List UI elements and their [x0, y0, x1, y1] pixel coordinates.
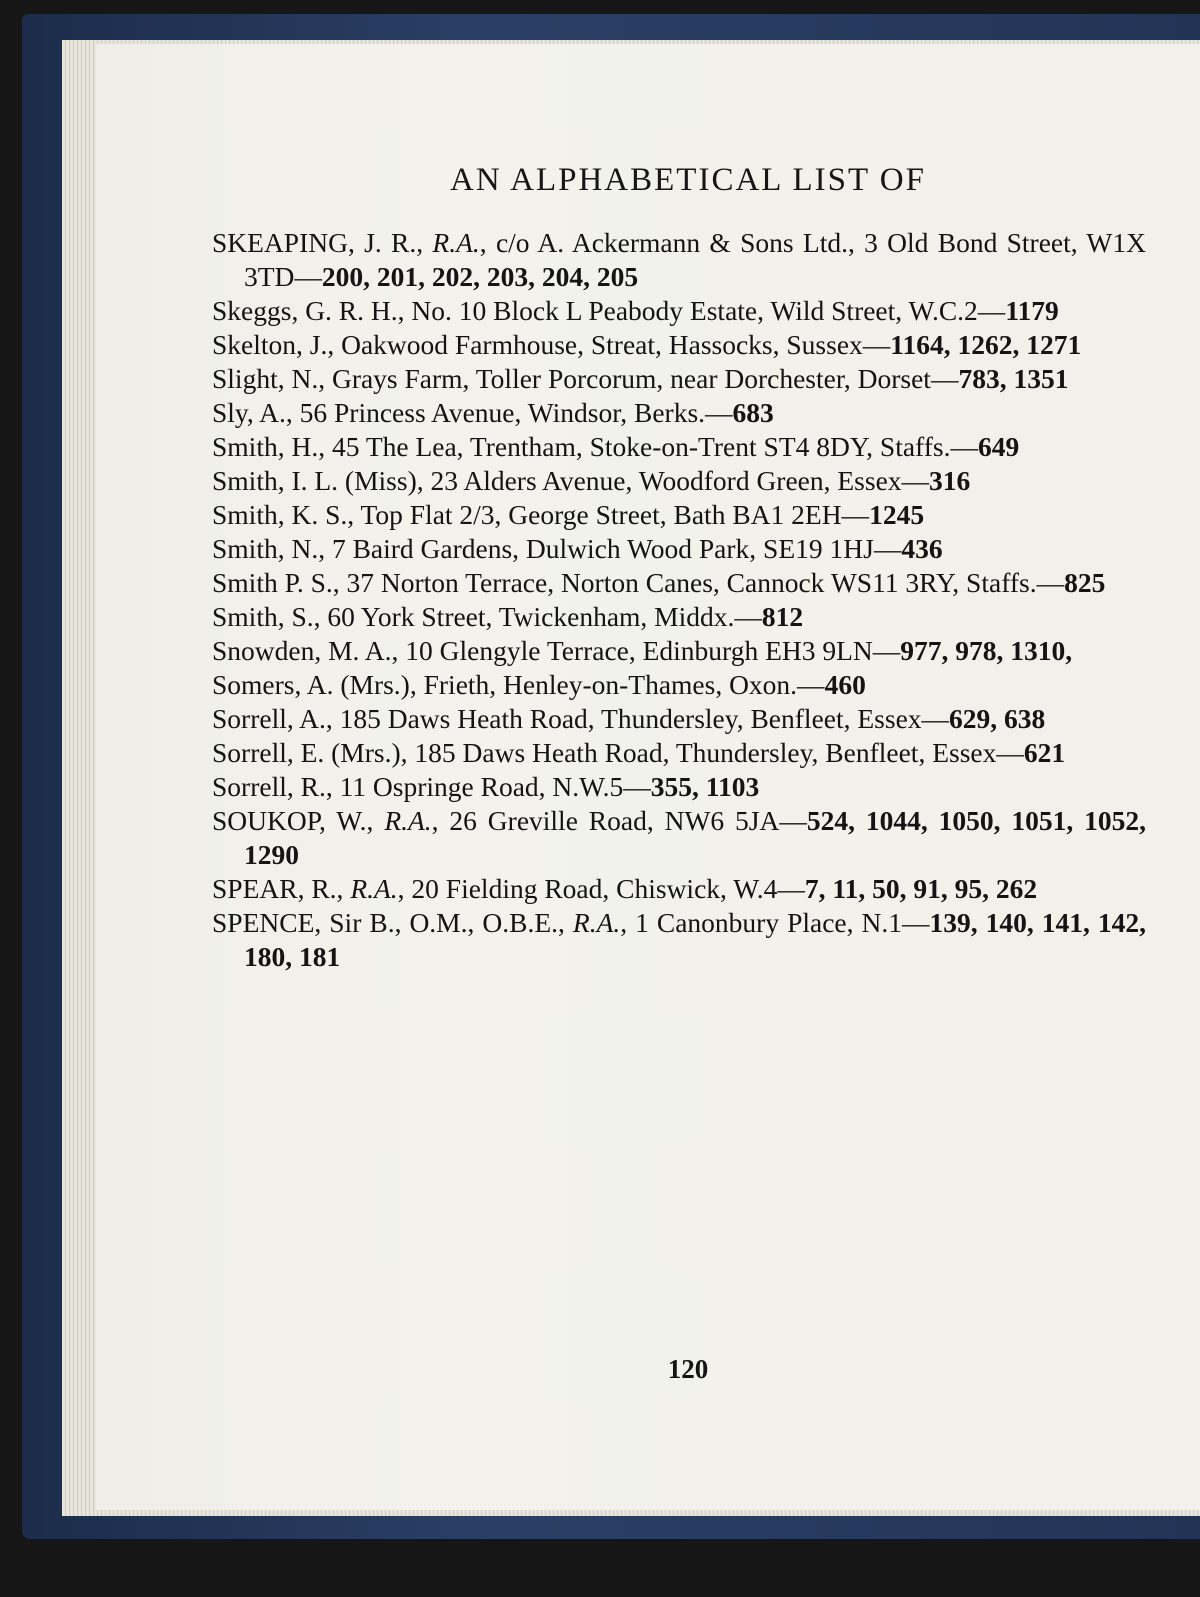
- list-item: [212, 430, 1146, 464]
- entry-address: 185 Daws Heath Road, Thundersley, Benfleet, Essex—: [339, 703, 950, 734]
- entry-address: 10 Glengyle Terrace, Edinburgh EH3 9LN—: [405, 635, 901, 666]
- list-item: [212, 634, 1146, 668]
- entry-name: Somers, A. (Mrs.),: [212, 669, 424, 700]
- entry-address: , c/o A. Ackermann & Sons Ltd., 3 Old Bond Street, W1X 3TD—: [244, 227, 1146, 292]
- entry-title: R.A.: [572, 907, 621, 938]
- book-page: [96, 44, 1200, 1510]
- entry-numbers: 436: [901, 533, 943, 564]
- list-item: [212, 566, 1146, 600]
- entry-numbers: 977, 978, 1310,: [900, 635, 1073, 666]
- entry-address: 23 Alders Avenue, Woodford Green, Essex—: [430, 465, 930, 496]
- entry-title: R.A.: [350, 873, 398, 904]
- entry-name: SPENCE, Sir B., O.M., O.B.E.,: [212, 907, 573, 938]
- list-item: [212, 736, 1146, 770]
- entry-numbers: 1179: [1005, 295, 1059, 326]
- entry-name: Smith, I. L. (Miss),: [212, 465, 431, 496]
- entry-name: Sorrell, R.,: [212, 771, 340, 802]
- page-header: AN ALPHABETICAL LIST OF: [450, 162, 926, 198]
- list-item: [212, 294, 1146, 328]
- entry-name: Skelton, J.,: [212, 329, 342, 360]
- list-item: [212, 532, 1146, 566]
- entry-name: Snowden, M. A.,: [212, 635, 406, 666]
- list-item: [212, 498, 1146, 532]
- entry-name: Smith, S.,: [212, 601, 328, 632]
- list-item: [212, 770, 1146, 804]
- entry-numbers: 1164, 1262, 1271: [890, 329, 1082, 360]
- entry-name: SPEAR, R.,: [212, 873, 351, 904]
- entry-numbers: 649: [977, 431, 1020, 462]
- entry-numbers: 524, 1044, 1050, 1051, 1052, 1290: [244, 805, 1147, 870]
- entry-address: 11 Ospringe Road, N.W.5—: [339, 771, 651, 802]
- list-item: [212, 362, 1146, 396]
- entry-address: 56 Princess Avenue, Windsor, Berks.—: [299, 397, 733, 428]
- entry-numbers: 621: [1023, 737, 1066, 768]
- entry-numbers: 825: [1064, 567, 1106, 598]
- entry-numbers: 355, 1103: [650, 771, 760, 802]
- list-item: [212, 804, 1146, 872]
- list-item: [212, 396, 1146, 430]
- entry-address: Top Flat 2/3, George Street, Bath BA1 2EH—: [360, 499, 870, 530]
- list-item: [212, 226, 1146, 294]
- entry-numbers: 1245: [869, 499, 925, 530]
- entry-title: R.A.: [432, 227, 480, 258]
- list-item: [212, 668, 1146, 702]
- entry-name: Slight, N.,: [212, 363, 332, 394]
- entry-title: R.A.: [384, 805, 432, 836]
- list-item: [212, 702, 1146, 736]
- entry-name: Sly, A.,: [212, 397, 300, 428]
- entry-name: Sorrell, A.,: [212, 703, 340, 734]
- entry-numbers: 200, 201, 202, 203, 204, 205: [321, 261, 639, 292]
- entry-name: Skeggs, G. R. H.,: [212, 295, 412, 326]
- entry-numbers: 683: [732, 397, 774, 428]
- entry-address: , 1 Canonbury Place, N.1—: [620, 907, 930, 938]
- entry-numbers: 7, 11, 50, 91, 95, 262: [804, 873, 1038, 904]
- list-item: [212, 328, 1146, 362]
- entry-address: , 20 Fielding Road, Chiswick, W.4—: [397, 873, 805, 904]
- entry-name: Smith P. S.,: [212, 567, 347, 598]
- entry-address: 185 Daws Heath Road, Thundersley, Benfleet, Essex—: [414, 737, 1024, 768]
- list-item: [212, 464, 1146, 498]
- entry-name: Smith, H.,: [212, 431, 332, 462]
- entry-address: 7 Baird Gardens, Dulwich Wood Park, SE19 1HJ—: [331, 533, 902, 564]
- entry-numbers: 783, 1351: [958, 363, 1069, 394]
- entry-numbers: 629, 638: [949, 703, 1046, 734]
- entry-address: , 26 Greville Road, NW6 5JA—: [431, 805, 807, 836]
- entry-address: Grays Farm, Toller Porcorum, near Dorchester, Dorset—: [331, 363, 959, 394]
- entry-numbers: 812: [761, 601, 804, 632]
- page-number: 120: [667, 1354, 709, 1384]
- entry-name: SOUKOP, W.,: [212, 805, 385, 836]
- list-item: [212, 906, 1146, 974]
- entry-name: SKEAPING, J. R.,: [212, 227, 433, 258]
- entry-address: Oakwood Farmhouse, Streat, Hassocks, Sussex—: [341, 329, 891, 360]
- entry-address: No. 10 Block L Peabody Estate, Wild Street, W.C.2—: [411, 295, 1006, 326]
- entry-address: 37 Norton Terrace, Norton Canes, Cannock WS11 3RY, Staffs.—: [346, 567, 1065, 598]
- entry-name: Sorrell, E. (Mrs.),: [212, 737, 415, 768]
- entry-name: Smith, K. S.,: [212, 499, 361, 530]
- list-item: [212, 600, 1146, 634]
- entry-address: 45 The Lea, Trentham, Stoke-on-Trent ST4 8DY, Staffs.—: [331, 431, 978, 462]
- entry-list: [212, 226, 1146, 974]
- entry-address: Frieth, Henley-on-Thames, Oxon.—: [423, 669, 825, 700]
- entry-numbers: 460: [824, 669, 866, 700]
- entry-address: 60 York Street, Twickenham, Middx.—: [327, 601, 762, 632]
- entry-numbers: 316: [929, 465, 971, 496]
- entry-numbers: 139, 140, 141, 142, 180, 181: [244, 907, 1146, 972]
- list-item: [212, 872, 1146, 906]
- entry-name: Smith, N.,: [212, 533, 332, 564]
